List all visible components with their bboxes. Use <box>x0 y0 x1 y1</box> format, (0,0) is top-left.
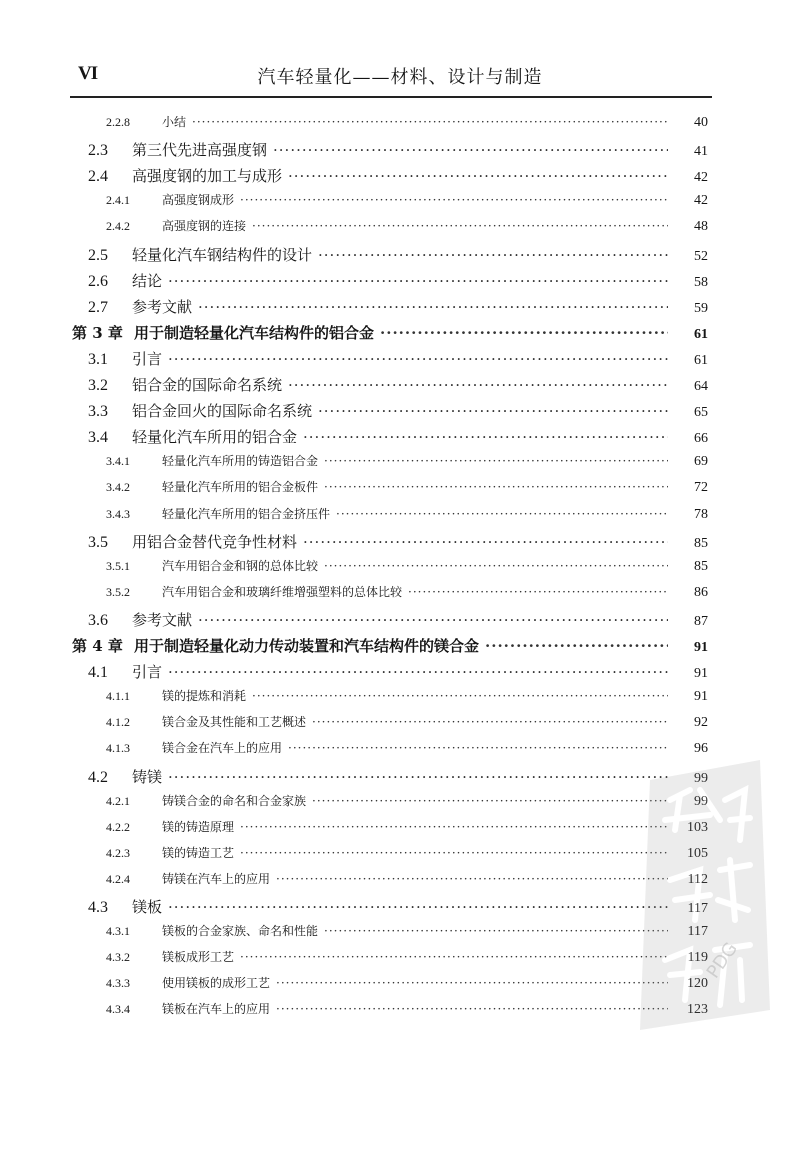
toc-entry-page: 99 <box>694 770 708 786</box>
toc-entry[interactable] <box>0 870 786 888</box>
toc-entry-title: 轻量化汽车所用的铸造铝合金 <box>162 454 319 469</box>
toc-entry-number: 3.4 <box>88 429 108 447</box>
dot-leader <box>312 794 668 808</box>
toc-entry[interactable] <box>0 922 786 940</box>
dot-leader <box>318 246 668 264</box>
dot-leader <box>168 272 668 290</box>
toc-entry-page: 99 <box>694 793 708 809</box>
toc-entry-page: 52 <box>694 248 708 264</box>
dot-leader <box>252 689 668 703</box>
dot-leader <box>288 741 668 755</box>
toc-entry-page: 87 <box>694 613 708 629</box>
toc-entry-title: 汽车用铝合金和玻璃纤维增强塑料的总体比较 <box>162 584 403 599</box>
dot-leader <box>276 1002 668 1016</box>
toc-entry-page: 72 <box>694 480 708 496</box>
toc-entry-page: 78 <box>694 506 708 522</box>
toc-entry-page: 119 <box>687 950 708 966</box>
toc-entry-page: 91 <box>694 689 708 705</box>
toc-entry[interactable] <box>0 687 786 705</box>
toc-entry[interactable] <box>0 635 786 656</box>
dot-leader <box>168 663 668 681</box>
toc-entry-title: 引言 <box>132 663 163 682</box>
toc-entry-number: 3.6 <box>88 611 108 629</box>
toc-entry[interactable] <box>0 557 786 575</box>
dot-leader <box>336 507 668 521</box>
toc-entry-page: 85 <box>694 535 708 551</box>
toc-entry-page: 42 <box>694 193 708 209</box>
toc-entry-title: 镁板 <box>132 898 163 916</box>
dot-leader <box>192 115 668 129</box>
dot-leader <box>324 924 668 938</box>
toc-entry[interactable] <box>0 296 786 317</box>
dot-leader <box>303 533 668 551</box>
toc-entry-number: 第 3 章 <box>72 323 123 342</box>
toc-entry-number: 2.7 <box>88 298 108 316</box>
toc-entry-number: 3.4.1 <box>106 454 130 469</box>
toc-entry-page: 40 <box>694 115 708 130</box>
toc-entry[interactable] <box>0 713 786 731</box>
toc-entry[interactable] <box>0 348 786 369</box>
toc-entry-title: 结论 <box>132 271 163 290</box>
toc-entry[interactable] <box>0 165 786 186</box>
toc-entry[interactable] <box>0 609 786 630</box>
toc-entry-number: 2.6 <box>88 272 108 290</box>
toc-entry-page: 123 <box>687 1002 708 1018</box>
toc-entry-title: 使用镁板的成形工艺 <box>162 976 271 991</box>
toc-entry-page: 42 <box>694 170 708 186</box>
toc-entry[interactable] <box>0 583 786 601</box>
toc-entry-title: 轻量化汽车所用的铝合金 <box>132 428 298 447</box>
toc-entry-title: 用铝合金替代竞争性材料 <box>132 532 298 551</box>
toc-entry-title: 轻量化汽车所用的铝合金挤压件 <box>162 506 331 521</box>
toc-entry-title: 铝合金回火的国际命名系统 <box>132 402 313 421</box>
toc-entry-number: 4.3 <box>88 899 108 916</box>
toc-entry-page: 61 <box>694 326 708 342</box>
watermark-text: PDG <box>702 938 743 983</box>
toc-entry[interactable] <box>0 452 786 470</box>
toc-entry-page: 117 <box>687 901 708 916</box>
dot-leader <box>324 480 668 494</box>
toc-entry-number: 4.2.3 <box>106 845 130 860</box>
toc-entry-title: 铸镁合金的命名和合金家族 <box>162 793 307 808</box>
toc-entry-title: 引言 <box>132 349 163 368</box>
toc-entry-title: 高强度钢的加工与成形 <box>132 167 283 186</box>
toc-entry-number: 4.2.4 <box>106 871 130 886</box>
toc-entry-page: 103 <box>687 819 708 835</box>
toc-entry-number: 4.1.3 <box>106 741 130 756</box>
toc-entry-page: 92 <box>694 715 708 731</box>
toc-entry[interactable] <box>0 974 786 992</box>
toc-entry[interactable] <box>0 139 786 160</box>
page-number: VI <box>78 63 98 84</box>
toc-entry-number: 2.4 <box>88 168 108 186</box>
toc-entry[interactable] <box>0 948 786 966</box>
dot-leader <box>276 976 668 990</box>
toc-entry-page: 96 <box>694 741 708 757</box>
toc-entry[interactable] <box>0 322 786 343</box>
toc-entry-page: 112 <box>687 871 708 887</box>
toc-entry-title: 镁板的合金家族、命名和性能 <box>162 924 319 939</box>
dot-leader <box>312 715 668 729</box>
toc-entry[interactable] <box>0 766 786 787</box>
toc-entry-number: 4.3.4 <box>106 1002 130 1017</box>
toc-entry-number: 2.4.2 <box>106 219 130 234</box>
toc-entry-page: 86 <box>694 584 708 600</box>
toc-entry-number: 4.1.1 <box>106 689 130 704</box>
toc-entry[interactable] <box>0 844 786 862</box>
toc-entry-number: 4.3.3 <box>106 976 130 991</box>
toc-entry[interactable] <box>0 113 786 131</box>
dot-leader <box>240 820 668 834</box>
toc-entry[interactable] <box>0 818 786 836</box>
toc-entry-number: 4.2 <box>88 768 108 786</box>
toc-entry[interactable] <box>0 478 786 496</box>
dot-leader <box>168 768 668 786</box>
toc-entry-title: 第三代先进高强度钢 <box>132 141 268 160</box>
toc-entry-page: 117 <box>687 924 708 940</box>
toc-entry-number: 3.4.3 <box>106 506 130 521</box>
toc-entry-page: 48 <box>694 219 708 235</box>
dot-leader <box>485 637 668 655</box>
toc-entry-number: 3.5.2 <box>106 584 130 599</box>
toc-entry[interactable] <box>0 217 786 235</box>
toc-entry[interactable] <box>0 739 786 757</box>
toc-entry-page: 65 <box>694 405 708 421</box>
toc-entry-title: 汽车用铝合金和钢的总体比较 <box>162 558 319 573</box>
toc-entry-number: 3.5 <box>88 533 108 551</box>
toc-entry-number: 4.3.2 <box>106 950 130 965</box>
toc-entry[interactable] <box>0 1000 786 1018</box>
toc-entry-page: 61 <box>694 352 708 368</box>
toc-entry-title: 镁板成形工艺 <box>162 950 235 965</box>
toc-entry-page: 58 <box>694 274 708 290</box>
toc-entry-title: 高强度钢的连接 <box>162 219 247 234</box>
dot-leader <box>380 324 668 342</box>
toc-entry-title: 镁的铸造原理 <box>162 819 235 834</box>
toc-entry-title: 轻量化汽车钢结构件的设计 <box>132 245 313 264</box>
toc-entry-number: 3.2 <box>88 377 108 394</box>
dot-leader <box>240 193 668 207</box>
toc-entry-number: 2.2.8 <box>106 115 130 129</box>
toc-entry[interactable] <box>0 505 786 523</box>
dot-leader <box>318 402 668 420</box>
toc-entry-title: 高强度钢成形 <box>162 193 235 208</box>
dot-leader <box>408 585 668 599</box>
toc-entry-number: 3.5.1 <box>106 558 130 573</box>
toc-entry[interactable] <box>0 191 786 209</box>
toc-entry-title: 轻量化汽车所用的铝合金板件 <box>162 480 319 495</box>
dot-leader <box>168 350 668 368</box>
toc-entry-page: 105 <box>687 845 708 861</box>
toc-entry-number: 3.1 <box>88 350 108 368</box>
toc-entry-number: 2.5 <box>88 246 108 264</box>
dot-leader <box>324 454 668 468</box>
dot-leader <box>198 298 668 316</box>
dot-leader <box>288 376 668 394</box>
toc-entry-title: 铸镁 <box>132 767 163 786</box>
toc-entry-page: 91 <box>694 666 708 682</box>
dot-leader <box>240 846 668 860</box>
toc-entry[interactable] <box>0 661 786 682</box>
toc-entry[interactable] <box>0 400 786 421</box>
toc-entry-title: 镁板在汽车上的应用 <box>162 1002 271 1017</box>
toc-entry-page: 69 <box>694 454 708 470</box>
dot-leader <box>240 950 668 964</box>
dot-leader <box>303 428 668 446</box>
toc-entry[interactable] <box>0 426 786 447</box>
toc-entry-title: 用于制造轻量化汽车结构件的铝合金 <box>134 323 375 342</box>
toc-entry-title: 用于制造轻量化动力传动装置和汽车结构件的镁合金 <box>134 637 480 655</box>
toc-entry[interactable] <box>0 792 786 810</box>
toc-entry[interactable] <box>0 244 786 265</box>
toc-entry-page: 85 <box>694 558 708 574</box>
toc-entry-number: 3.4.2 <box>106 480 130 495</box>
toc-entry-page: 41 <box>694 144 708 160</box>
dot-leader <box>288 167 668 185</box>
toc-entry-title: 铸镁在汽车上的应用 <box>162 871 271 886</box>
dot-leader <box>252 219 668 233</box>
toc-entry-number: 2.4.1 <box>106 193 130 208</box>
toc-entry-number: 4.1 <box>88 664 108 682</box>
toc-entry[interactable] <box>0 374 786 395</box>
running-header-title: 汽车轻量化——材料、设计与制造 <box>257 67 543 88</box>
toc-entry-number: 4.3.1 <box>106 924 130 939</box>
dot-leader <box>324 559 668 573</box>
toc-entry-number: 4.1.2 <box>106 715 130 730</box>
toc-entry-title: 参考文献 <box>132 610 193 629</box>
dot-leader <box>198 611 668 629</box>
toc-entry[interactable] <box>0 270 786 291</box>
toc-entry-number: 4.2.1 <box>106 793 130 808</box>
toc-entry-page: 91 <box>694 640 708 655</box>
toc-entry-title: 铝合金的国际命名系统 <box>132 376 283 394</box>
toc-entry-title: 小结 <box>162 115 187 129</box>
header-rule <box>70 96 712 98</box>
toc-entry-page: 66 <box>694 431 708 447</box>
toc-entry[interactable] <box>0 531 786 552</box>
toc-entry-number: 2.3 <box>88 142 108 160</box>
toc-entry-number: 4.2.2 <box>106 819 130 834</box>
toc-entry-title: 镁的提炼和消耗 <box>162 689 247 704</box>
toc-entry-page: 59 <box>694 300 708 316</box>
dot-leader <box>273 141 668 159</box>
toc-entry-number: 第 4 章 <box>72 637 123 655</box>
toc-entry-page: 64 <box>694 379 708 394</box>
dot-leader <box>168 898 668 916</box>
toc-entry-page: 120 <box>687 976 708 992</box>
toc-entry[interactable] <box>0 896 786 917</box>
toc-entry-title: 镁合金及其性能和工艺概述 <box>162 715 307 730</box>
dot-leader <box>276 872 668 886</box>
toc-entry-title: 镁合金在汽车上的应用 <box>162 741 283 756</box>
toc-entry-title: 镁的铸造工艺 <box>162 845 235 860</box>
toc-entry-number: 3.3 <box>88 403 108 421</box>
toc-entry-title: 参考文献 <box>132 297 193 316</box>
